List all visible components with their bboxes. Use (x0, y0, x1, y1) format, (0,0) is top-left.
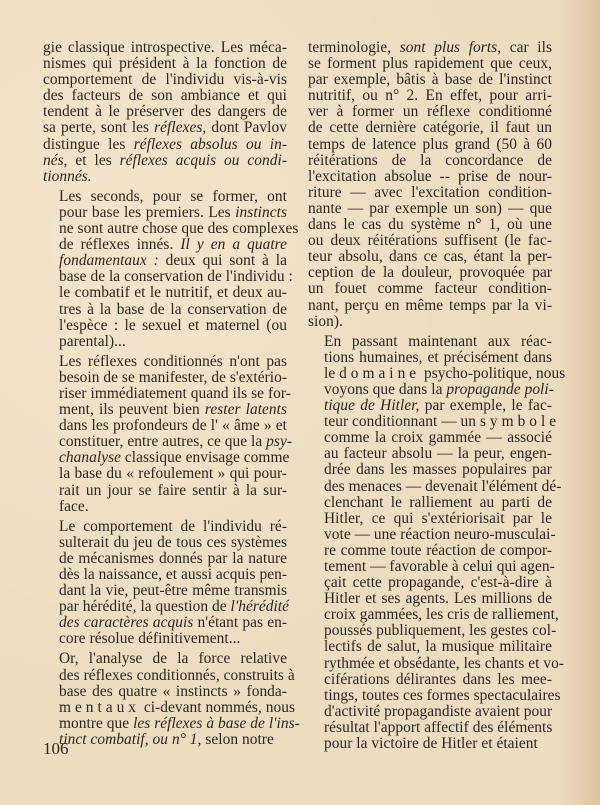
text-run: nant, perçu en même temps par la vi- (308, 296, 552, 314)
text-run: constituer, entre autres, ce que la (59, 433, 267, 451)
text-run: Les réflexes conditionnés n'ont pas (59, 352, 287, 370)
text-run: réitérations de la concordance de (308, 151, 552, 169)
text-run: lectifs de salut, la musique militaire (324, 638, 552, 656)
text-line (43, 714, 300, 732)
text-line (308, 446, 552, 462)
text-run: parental)... (59, 332, 126, 350)
text-line (43, 334, 287, 350)
text-run: distingue les (43, 135, 134, 153)
italic-text: tique de Hitler, (324, 397, 420, 415)
text-run: re comme toute réaction de compor- (324, 541, 552, 559)
text-line (308, 639, 552, 655)
text-run: des menaces — devenait l'élément dé- (324, 477, 562, 495)
text-line (43, 433, 292, 451)
text-line (43, 268, 293, 286)
text-line (308, 413, 561, 431)
text-run: teur absolu, dans ce cas, étant la per- (308, 248, 552, 266)
text-run: car ils (501, 39, 552, 56)
italic-text: l'hérédité (230, 598, 290, 616)
text-run: Or, l'analyse de la force relative (59, 650, 287, 668)
text-line (43, 499, 287, 515)
text-run: montre que (59, 714, 134, 732)
text-run: le combatif et le nutritif, et deux au- (59, 284, 287, 302)
text-line (43, 698, 296, 716)
text-run: sion). (308, 312, 343, 330)
italic-text: instincts (235, 203, 287, 221)
text-line (43, 318, 287, 334)
text-line (43, 583, 287, 599)
text-line (308, 72, 552, 88)
text-run: voyons que dans la (324, 380, 447, 398)
spaced-text: symbole (479, 413, 561, 431)
text-line (308, 185, 552, 201)
text-line (308, 543, 552, 559)
text-line (43, 153, 287, 169)
text-line (43, 666, 295, 684)
text-run: nutritif, ou n° 2. En effet, pour arri- (308, 87, 552, 105)
text-run: des facteurs de son ambiance et qui (43, 87, 287, 105)
text-run: psycho-politique, nous (420, 364, 566, 382)
text-run: résultat l'apport affectif des éléments (324, 718, 553, 736)
text-line (308, 477, 562, 495)
text-line (43, 237, 287, 253)
text-line (43, 169, 287, 185)
text-line (308, 56, 552, 72)
text-run: face. (59, 497, 89, 515)
text-run: comme la croix gammée — associé (324, 429, 552, 447)
paragraph (43, 187, 299, 350)
text-run: par exemple, le fac- (419, 397, 552, 415)
text-line (43, 88, 287, 104)
text-run: rait un jour se faire sentir à la sur- (59, 481, 287, 499)
text-run: selon notre (201, 730, 274, 748)
text-run: pour base les premiers. Les (59, 203, 236, 221)
text-run: par hérédité, la question de (59, 598, 231, 616)
text-line (308, 153, 552, 169)
text-run: et les (67, 151, 120, 169)
italic-text: propagande poli- (446, 380, 554, 398)
text-line (43, 189, 287, 205)
spaced-text: domaine (339, 364, 421, 382)
text-run: poussés publiquement, les gestes col- (324, 622, 557, 640)
paragraph (43, 40, 287, 185)
page-number: 106 (43, 739, 69, 758)
text-run: d'activité propagandiste avaient pour (324, 702, 553, 720)
text-line (308, 430, 552, 446)
text-run: tendent à le préserver des dangers de (43, 103, 287, 121)
italic-text: tionnés. (43, 167, 92, 185)
text-line (308, 137, 552, 153)
text-run: sa perte, sont les (43, 119, 155, 137)
text-run: Les seconds, pour se former, ont (59, 187, 287, 205)
text-line (43, 483, 287, 499)
text-line (308, 364, 566, 382)
italic-text: les réflexes à base de l'ins- (133, 714, 300, 732)
text-line (43, 56, 287, 72)
text-run: sulterait du jeu de tous ces systèmes (59, 533, 287, 551)
text-run: pour la victoire de Hitler et étaient (324, 735, 538, 753)
text-run: ci-devant nommés, nous (140, 698, 296, 716)
text-run: base de la conservation de l'individu : (59, 268, 293, 286)
text-line (43, 402, 287, 418)
text-run: nismes qui président à la fonction de (43, 55, 287, 73)
italic-text: Il y en a quatre (180, 236, 287, 254)
paragraph (43, 650, 300, 748)
text-run: dant la vie, peut-être même transmis (59, 582, 287, 600)
text-line (308, 495, 552, 511)
text-line (308, 104, 552, 120)
text-line (308, 622, 557, 640)
paragraph (43, 517, 290, 648)
text-run: de cette dernière catégorie, il faut un (308, 119, 552, 137)
paragraph (43, 352, 292, 515)
text-run: n'étant pas en- (193, 614, 287, 632)
text-line (43, 551, 287, 567)
text-run: de mécanismes donnés par la nature (59, 549, 287, 567)
text-line (308, 169, 552, 185)
text-line (308, 334, 552, 350)
text-line (308, 462, 552, 478)
text-line (43, 302, 287, 318)
text-line (43, 651, 287, 667)
text-line (43, 72, 287, 88)
text-run: l'espèce : le sexuel et maternel (ou (59, 316, 287, 334)
text-line (308, 606, 559, 624)
text-line (43, 684, 287, 700)
text-run: çait cette propagande, c'est-à-dire à (324, 574, 552, 592)
text-run: la base du « refoulement » qui pour- (59, 465, 287, 483)
text-line (308, 654, 564, 672)
text-run: un fouet comme facteur condition- (308, 280, 552, 298)
text-line (308, 249, 552, 265)
text-line (43, 418, 287, 434)
text-line (43, 253, 287, 269)
text-line (308, 686, 561, 704)
text-line (308, 350, 552, 366)
text-line (43, 285, 287, 301)
text-run: teur conditionnant — un (324, 413, 480, 431)
italic-text: réflexes absolus ou in- (133, 135, 288, 153)
text-line (308, 736, 552, 752)
text-run: base des quatre « instincts » fonda- (59, 682, 287, 700)
text-line (43, 384, 291, 402)
text-run: au facteur absolu — la peur, engen- (324, 445, 552, 463)
italic-text: psy- (266, 433, 292, 451)
text-run: ver à former un réflexe conditionné (308, 103, 552, 121)
text-line (43, 354, 287, 370)
text-line (308, 201, 552, 217)
text-line (43, 598, 290, 616)
text-run: besoin de se manifester, de s'extério- (59, 368, 287, 386)
text-run: l'excitation absolue -- prise de nour- (308, 167, 552, 185)
text-line (308, 217, 552, 233)
text-line (308, 281, 552, 297)
text-line (308, 120, 552, 136)
text-run: dans le cas du système n° 1, où une (308, 216, 552, 234)
text-run: ne sont autre chose que des complexes (59, 220, 299, 238)
text-run: par exemple, bâtis à base de l'instinct (308, 71, 552, 89)
right-column (308, 39, 566, 753)
text-run: nante — par exemple un son) — que (308, 199, 552, 217)
italic-text: chanalyse (59, 449, 121, 467)
text-run: drée dans les masses populaires par (324, 461, 552, 479)
text-run: des réflexes conditionnés, construits à (59, 666, 295, 684)
text-run: tement — favorable à celui qui agen- (324, 558, 555, 575)
text-run: vote — une réaction neuro-musculai- (324, 525, 556, 543)
text-line (308, 382, 552, 398)
text-run: croix gammées, les cris de ralliement, (324, 606, 559, 624)
text-run: terminologie, (308, 39, 400, 56)
text-line (308, 88, 552, 104)
left-column (43, 39, 300, 748)
text-run: ment, ils peuvent bien (59, 401, 205, 419)
text-line (43, 466, 287, 482)
text-run: tions humaines, et précisément dans (324, 348, 552, 366)
italic-text: réflexes, (154, 119, 207, 137)
text-line (43, 567, 287, 583)
text-run: dès la naissance, et aussi acquis pen- (59, 566, 287, 583)
text-run: deux qui sont à la (158, 252, 287, 270)
text-line (43, 205, 287, 221)
text-line (43, 120, 287, 136)
text-line (308, 265, 552, 281)
text-line (308, 591, 552, 607)
text-run: ou deux réitérations suffisent (le fac- (308, 232, 552, 250)
text-line (308, 314, 552, 330)
text-line (43, 631, 287, 647)
text-line (43, 732, 287, 748)
text-line (308, 298, 552, 314)
text-run: ciférations délirantes dans les mee- (324, 670, 552, 688)
text-line (308, 525, 556, 543)
text-run: riser immédiatement quand ils se for- (59, 384, 291, 402)
text-run: riture — avec l'excitation condition- (308, 183, 552, 201)
italic-text: tinct combatif, ou n° 1, (59, 730, 202, 748)
text-run: core résolue définitivement... (59, 630, 241, 648)
text-run: Le comportement de l'individu ré- (59, 517, 287, 535)
text-run: temps de latence plus grand (50 à 60 (308, 135, 552, 153)
italic-text: réflexes acquis ou condi- (119, 151, 287, 169)
text-line (43, 449, 290, 467)
text-run: classique envisage comme (121, 449, 290, 467)
text-line (308, 398, 552, 414)
text-run: le (324, 364, 340, 382)
italic-text: des caractères acquis (59, 614, 194, 632)
text-line (308, 704, 552, 720)
text-run: rythmée et obsédante, les chants et vo- (324, 654, 564, 672)
text-line (43, 535, 287, 551)
text-run: se forment plus rapidement que ceux, (308, 55, 552, 73)
paragraph (308, 332, 566, 753)
text-run: clenchant le ralliement au parti de (324, 493, 552, 511)
text-line (308, 233, 552, 249)
text-line (43, 137, 287, 153)
text-run: En passant maintenant aux réac- (324, 332, 552, 350)
italic-text: fondamentaux : (59, 252, 159, 270)
text-line (308, 511, 552, 527)
text-line (308, 40, 552, 56)
italic-text: nés, (43, 151, 68, 169)
text-line (308, 558, 555, 575)
text-run: tings, toutes ces formes spectaculaires (324, 686, 561, 704)
text-line (43, 519, 287, 535)
text-line (43, 40, 287, 56)
text-run: comportement de l'individu vis-à-vis (43, 71, 287, 89)
italic-text: rester latents (204, 401, 288, 419)
text-run: tres à la base de la conservation de (59, 300, 287, 318)
text-line (308, 720, 552, 736)
italic-text: sont plus forts, (399, 39, 502, 56)
text-run: dans les profondeurs de l' « âme » et (59, 417, 287, 435)
text-line (308, 672, 552, 688)
text-line (43, 220, 299, 238)
text-run: de réflexes innés. (59, 236, 181, 254)
text-run: Hitler, ce qui s'extériorisait par le (324, 509, 552, 527)
text-line (43, 615, 287, 631)
text-line (43, 104, 287, 120)
text-run: Hitler et ses agents. Les millions de (324, 590, 552, 608)
text-run: dont Pavlov (206, 119, 287, 137)
text-line (43, 370, 287, 386)
paragraph (308, 40, 552, 330)
text-line (308, 575, 552, 591)
spaced-text: mentaux (59, 698, 140, 716)
text-run: ception de la douleur, provoquée par (308, 264, 552, 282)
text-run: gie classique introspective. Les méca- (43, 39, 287, 56)
